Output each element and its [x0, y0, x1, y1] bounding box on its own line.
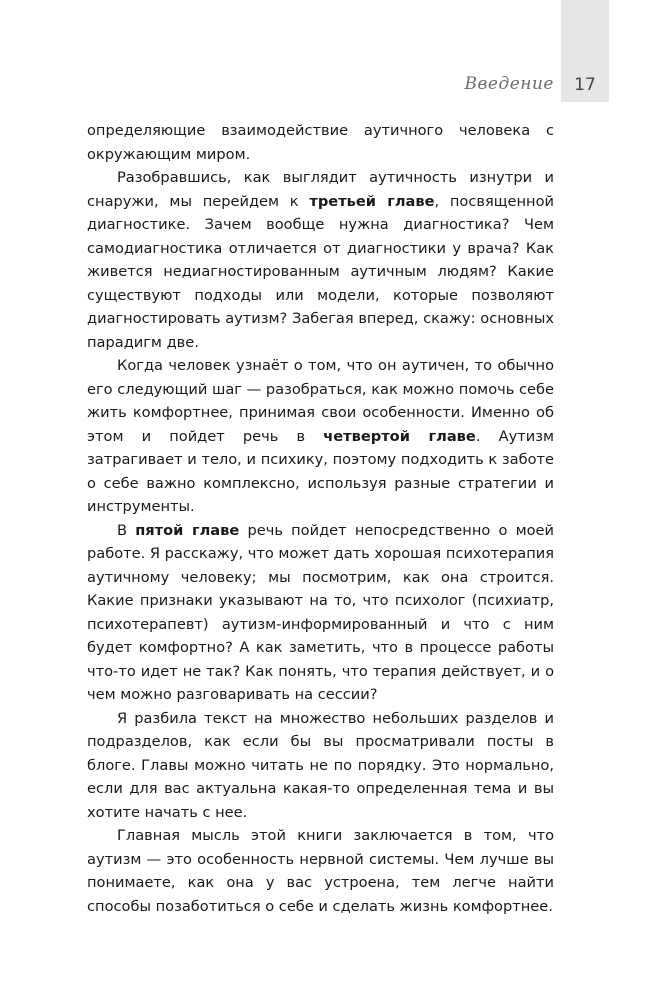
chapter-reference: третьей главе — [309, 192, 435, 210]
paragraph-text: , посвященной диагностике. Зачем вообще нужна диагностика? Чем самодиагностика отличается от диагностики у врача? Как живется недиагностированным аутичным людям? Какие существуют подходы или модели, которые позволяют диагностировать аутизм? Забегая вперед, скажу: основных парадигм две. — [87, 192, 554, 351]
paragraph-2 — [87, 166, 554, 354]
paragraph-text: Когда человек узнаёт о том, что он аутичен, то обычно его следующий шаг — разобраться, как можно помочь себе жить комфортнее, принимая свои особенности. Именно об этом и пойдет речь в — [87, 357, 554, 445]
paragraph-text: определяющие взаимодействие аутичного человека с окружающим миром. — [87, 122, 554, 163]
chapter-reference: четвертой главе — [323, 427, 476, 445]
page-number: 17 — [574, 75, 596, 95]
paragraph-text: В — [117, 521, 136, 539]
paragraph-text: Главная мысль этой книги заключается в том, что аутизм — это особенность нервной системы. Чем лучше вы понимаете, как она у вас устроена, тем легче найти способы позаботиться о себе и сделать жизнь комфортнее. — [87, 827, 554, 915]
paragraph-text: Разобравшись, как выглядит аутичность изнутри и снаружи, мы перейдем к — [87, 169, 554, 210]
chapter-reference: пятой главе — [135, 521, 240, 539]
body-text — [87, 119, 554, 918]
paragraph-5 — [87, 707, 554, 825]
paragraph-text: речь пойдет непосредственно о моей работе. Я расскажу, что может дать хорошая психотерапия аутичному человеку; мы посмотрим, как она строится. Какие признаки указывают на то, что психолог (психиатр, психотерапевт) аутизм-информированный и что с ним будет комфортно? А как заметить, что в процессе работы что-то идет не так? Как понять, что терапия действует, и о чем можно разговаривать на сессии? — [87, 521, 554, 703]
page-number-tab — [561, 0, 609, 102]
paragraph-text: . Аутизм затрагивает и тело, и психику, поэтому подходить к заботе о себе важно комплексно, используя разные стратегии и инструменты. — [87, 427, 554, 515]
paragraph-4 — [87, 519, 554, 707]
paragraph-3 — [87, 354, 554, 519]
section-title: Введение — [464, 74, 554, 94]
paragraph-6 — [87, 824, 554, 918]
paragraph-text: Я разбила текст на множество небольших разделов и подразделов, как если бы вы просматривали посты в блоге. Главы можно читать не по порядку. Это нормально, если для вас актуальна какая-то определенная тема и вы хотите начать с нее. — [87, 709, 554, 821]
paragraph-1 — [87, 119, 554, 166]
running-header — [0, 0, 659, 102]
